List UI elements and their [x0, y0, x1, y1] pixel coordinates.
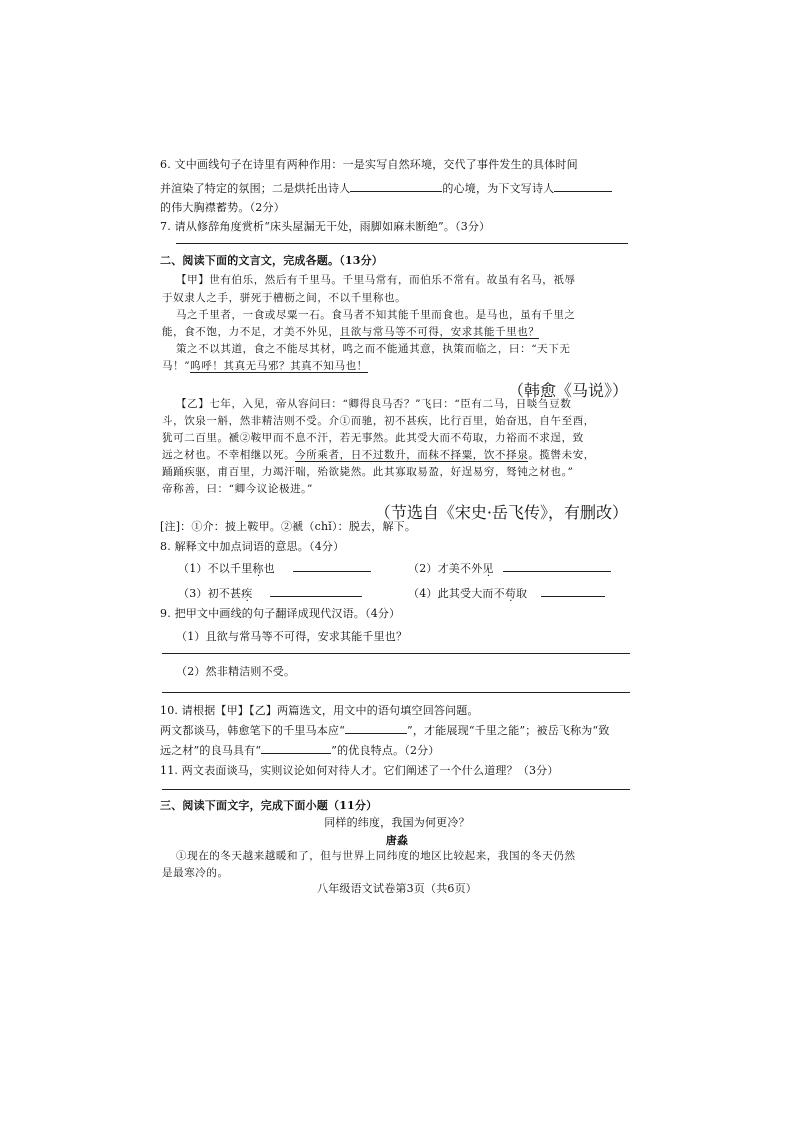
- jia-p2-line1: 马之千里者，一食或尽粟一石。食马者不知其能千里而食也。是马也，虽有千里之: [176, 309, 576, 321]
- q8-answer-blank-4[interactable]: [541, 586, 605, 597]
- yi-line1: 【乙】七年，入见，帝从容问曰：“卿得良马否？”飞曰：“臣有二马，日啖刍豆数: [176, 398, 572, 410]
- jia-underlined-sentence-2: 呜呼！其真无马邪？其真不知马也！: [190, 360, 368, 372]
- q8-answer-blank-3[interactable]: [270, 586, 362, 597]
- q8-item-4: （4）此其受大而不苟取: [408, 585, 605, 601]
- q6-line2: [160, 180, 612, 196]
- q8-stem: 8. 解释文中加点词语的意思。（4分）: [160, 540, 345, 553]
- q8-dotted-word-3: 疾: [241, 587, 253, 600]
- yi-source: （节选自《宋史·岳飞传》，有删改）: [374, 503, 628, 522]
- jia-source: （韩愈《马说》）: [507, 381, 628, 400]
- q8-answer-blank-1[interactable]: [293, 561, 371, 572]
- q7-answer-line[interactable]: [176, 243, 628, 244]
- section3-heading: 三、阅读下面文字，完成下面小题（11分）: [160, 799, 378, 812]
- jia-p3-line2-text: 马！”: [162, 360, 191, 372]
- jia-p1-line1: 【甲】世有伯乐，然后有千里马。千里马常有，而伯乐不常有。故虽有名马，祇辱: [176, 274, 576, 286]
- jia-p3-line1: 策之不以其道，食之不能尽其材，鸣之而不能通其意，执策而临之，曰：“天下无: [176, 343, 571, 355]
- jia-p2-line2-text: 能，食不饱，力不足，才美不外见，: [162, 326, 340, 338]
- q7-text: 7. 请从修辞角度赏析“床头屋漏无干处，雨脚如麻未断绝”。（3分）: [160, 220, 491, 233]
- yi-line4-text: 远之材也。不幸相继以死。: [162, 449, 296, 461]
- q6-line3: 的伟大胸襟蓄势。（2分）: [160, 201, 285, 214]
- yi-line4-tail: 。揽辔未安，: [528, 449, 595, 461]
- section2-heading: 二、阅读下面的文言文，完成各题。（13分）: [160, 254, 384, 267]
- q8-item-3: （3）初不甚疾: [178, 585, 362, 601]
- q8-item-2: （2）才美不外见: [408, 560, 611, 576]
- q9-sentence-2: （2）然非精洁则不受。: [176, 665, 296, 678]
- q8-item-1: （1）不以千里称也: [178, 560, 371, 576]
- q8-dotted-word-4: 苟: [504, 587, 517, 600]
- page-footer: 八年级语文试卷第3页（共6页）: [317, 882, 477, 895]
- q10-line3: 远之材”的良马具有“ ”的优良特点。（2分）: [160, 744, 440, 757]
- yi-underlined-sentence: 今所乘者，日不过数升，而秣不择粟，饮不择泉: [295, 449, 529, 461]
- q6-line2-part2: 的心境，为下文写诗人: [442, 182, 555, 195]
- jia-p1-line2: 于奴隶人之手，骈死于槽枥之间，不以千里称也。: [162, 292, 407, 304]
- q8-answer-blank-2[interactable]: [503, 561, 611, 572]
- q11-answer-line[interactable]: [162, 789, 630, 790]
- q9-answer-line-1[interactable]: [162, 653, 630, 654]
- jia-underlined-sentence-1: 且欲与常马等不可得，安求其能千里也？: [339, 326, 540, 338]
- q8-dotted-word-1: 称: [252, 562, 264, 575]
- yi-line6: 帝称善，曰：“卿今议论极进。”: [162, 483, 313, 495]
- q9-sentence-1: （1）且欲与常马等不可得，安求其能千里也？: [176, 630, 408, 643]
- yi-line2: 斗，饮泉一斛，然非精洁则不受。介①而驰，初不甚疾，比行百里，始奋迅，自午至酉，: [162, 415, 595, 427]
- q10-line2: 两文都谈马，韩愈笔下的千里马本应“ ”，才能展现“千里之能”；被岳飞称为“致: [160, 724, 610, 737]
- q8-dotted-word-2: 见: [482, 562, 494, 575]
- article-p1-line1: ①现在的冬天越来越暖和了，但与世界上同纬度的地区比较起来，我国的冬天仍然: [176, 850, 576, 862]
- q9-answer-line-2[interactable]: [162, 692, 630, 693]
- jia-p3-line2: [162, 358, 368, 373]
- yi-line4: [162, 447, 595, 462]
- article-p1-line2: 是最寒冷的。: [162, 867, 229, 879]
- q10-blank-1[interactable]: [345, 723, 407, 734]
- q11-text: 11. 两文表面谈马，实则议论如何对待人才。它们阐述了一个什么道理？（3分）: [160, 764, 559, 777]
- q6-line1: 6. 文中画线句子在诗里有两种作用：一是实写自然环境，交代了事件发生的具体时间: [160, 158, 578, 171]
- yi-line3: 犹可二百里。褫②鞍甲而不息不汗，若无事然。此其受大而不苟取，力裕而不求逞，致: [162, 432, 584, 444]
- q9-stem: 9. 把甲文中画线的句子翻译成现代汉语。（4分）: [160, 607, 401, 620]
- q6-blank-1[interactable]: [350, 181, 442, 192]
- q6-blank-2[interactable]: [554, 181, 612, 192]
- q10-stem: 10. 请根据【甲】【乙】两篇选文，用文中的语句填空回答问题。: [160, 704, 479, 717]
- annotation-note: [注]：①介：披上鞍甲。②褫（chǐ）：脱去，解下。: [160, 520, 417, 533]
- yi-line5: 踊踊疾驱，甫百里，力竭汗喘，殆欲毙然。此其寡取易盈，好逞易穷，驽钝之材也。”: [162, 466, 574, 478]
- article-author: 唐淼: [385, 834, 409, 847]
- article-title: 同样的纬度，我国为何更冷？: [324, 816, 470, 829]
- q6-line2-part1: 并渲染了特定的氛围；二是烘托出诗人: [160, 182, 351, 195]
- q10-blank-2[interactable]: [261, 743, 331, 754]
- jia-p2-line2: [162, 324, 539, 339]
